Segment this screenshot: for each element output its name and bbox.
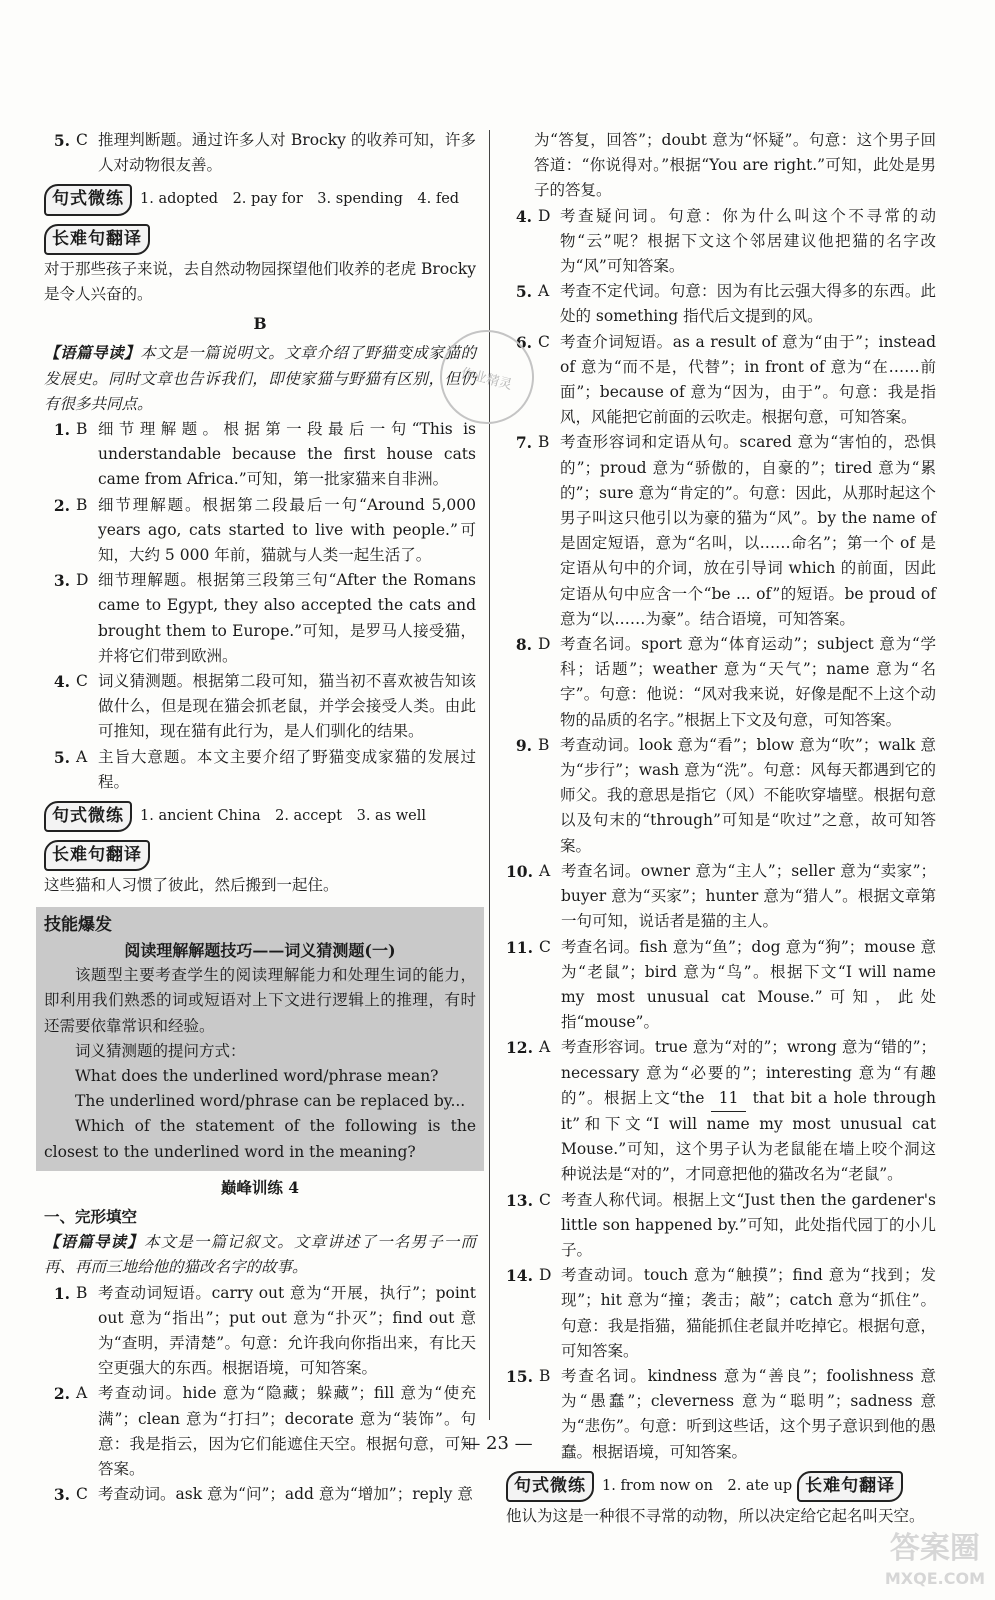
- item-number: 1.: [53, 1283, 70, 1303]
- item-answer: A: [538, 861, 551, 880]
- left-column: [44, 128, 476, 1507]
- item-answer: B: [76, 420, 88, 439]
- item-explanation: 考查名词。kindness 意为“善良”；foolishness 意为“愚蠢”；cleverness 意为“聪明”；sadness 意为“悲伤”。句意：听到这些话，这个男子意识到他的愚蠢。根据语境，可知答案。: [560, 1366, 936, 1461]
- item-explanation: 考查动词。ask 意为“问”；add 意为“增加”；reply 意: [98, 1485, 473, 1504]
- guide-label: 【语篇导读】: [44, 343, 141, 363]
- item-explanation: 考查不定代词。句意：因为有比云强大得多的东西。此处的 something 指代后文提到的风。: [560, 282, 936, 326]
- right-answer-list: [506, 204, 936, 1465]
- tag-content: 1. from now on 2. ate up: [602, 1477, 793, 1494]
- section-heading: 一、完形填空: [44, 1206, 138, 1226]
- answer-item: [44, 568, 476, 669]
- item-number: 11.: [506, 937, 533, 957]
- item-explanation: 考查名词。sport 意为“体育运动”；subject 意为“学科；话题”；weather 意为“天气”；name 意为“名字”。句意：他说：“风对我来说，好像是配不上这个动物的品质的名字。”根据上下文及句意，可知答案。: [560, 635, 936, 729]
- item-answer: C: [76, 672, 88, 691]
- answer-item: [506, 1263, 936, 1364]
- item-number: 5.: [515, 282, 532, 302]
- translation-tag: [44, 224, 150, 255]
- item-number: 2.: [53, 495, 70, 515]
- answer-item: [506, 935, 936, 1036]
- item-number: 5.: [53, 131, 70, 150]
- item-answer: A: [538, 282, 550, 301]
- item-number: 14.: [506, 1266, 533, 1286]
- watermark-line: 答案圈: [889, 1531, 980, 1566]
- answer-item: [44, 1281, 476, 1382]
- item-number: 3.: [53, 1485, 70, 1505]
- tag-label: 句式微练: [44, 801, 132, 832]
- item-answer: C: [538, 332, 550, 351]
- skill-paragraph: 该题型主要考查学生的阅读理解能力和处理生词的能力，即利用我们熟悉的词或短语对上下文进行逻辑上的推理，有时还需要依靠常识和经验。: [44, 966, 476, 1035]
- skill-box: [36, 907, 484, 1171]
- explanation-part: 考查形容词。true 意为“对的”；wrong 意为“错的”；necessary 意为“必要的”；interesting 意为“有趣的”。根据上文“the: [560, 1038, 936, 1107]
- answer-item: [506, 1035, 936, 1187]
- item-number: 1.: [53, 420, 70, 440]
- answer-item: [44, 128, 476, 178]
- item-number: 6.: [515, 332, 532, 352]
- item-explanation: [561, 1035, 936, 1187]
- item-explanation: 考查名词。fish 意为“鱼”；dog 意为“狗”；mouse 意为“老鼠”；bird 意为“鸟”。根据下文“I will name my most unusual cat Mouse.”可知，此处指“mouse”。: [560, 937, 936, 1032]
- stamp-watermark: 作业精灵: [430, 320, 544, 434]
- item-explanation: 细节理解题。根据第三段第三句“After the Romans came to Egypt, they also accepted the cats and brought them to Europe.”可知，是罗马人接受猫，并将它们带到欧洲。: [98, 571, 476, 665]
- answer-item: [44, 745, 476, 795]
- translation-tag: [44, 840, 150, 871]
- item-explanation: 考查形容词和定语从句。scared 意为“害怕的，恐惧的”；proud 意为“骄傲的，自豪的”；tired 意为“累的”；sure 意为“肯定的”。句意：因此，从那时起这个男子叫这只他引以为豪的猫为“风”。by the name of 是固定短语，意为“名叫，以……命名”；第一个 of 是定语从句中的介词，放在引导词 which 的前面，因此定语从句中应含一个“be ... of”的短语。be proud of 意为“以……为豪”。结合语境，可知答案。: [560, 433, 936, 628]
- tag-content: 1. adopted 2. pay for 3. spending 4. fed: [140, 191, 460, 208]
- item-answer: A: [76, 1384, 88, 1403]
- site-watermark: [884, 1531, 985, 1594]
- answer-item: [506, 430, 936, 632]
- answer-item: [506, 1188, 936, 1264]
- item-explanation: 考查动词短语。carry out 意为“开展，执行”；point out 意为“指出”；put out 意为“扑灭”；find out 意为“查明，弄清楚”。句意：允许我向你指出来，有比天空更强大的东西。根据语境，可知答案。: [98, 1283, 476, 1378]
- item-explanation: 考查动词。hide 意为“隐藏；躲藏”；fill 意为“使充满”；clean 意为“打扫”；decorate 意为“装饰”。句意：我是指云，因为它们能遮住天空。根据句意，可知答案。: [98, 1384, 476, 1478]
- explanation-part: that bit a hole through it”和下文“I will name my most unusual cat Mouse.”可知，这个男子认为老鼠能在墙上咬个洞这种说法是“对的”，才同意把他的猫改名为“老鼠”。: [560, 1088, 936, 1184]
- skill-paragraph: 词义猜测题的提问方式：: [75, 1041, 246, 1060]
- tag-label: 长难句翻译: [797, 1471, 903, 1502]
- item-answer: B: [538, 1366, 551, 1385]
- item-explanation: 细节理解题。根据第一段最后一句“This is understandable because the first house cats came from Africa.”可知，第一批家猫来自非洲。: [98, 420, 476, 489]
- item-number: 8.: [515, 635, 532, 655]
- item-explanation: 考查动词。look 意为“看”；blow 意为“吹”；walk 意为“步行”；wash 意为“洗”。句意：风每天都遇到它的师父。我的意思是指它（风）不能吹穿墙壁。根据句意以及句末的“through”可知是“吹过”之意，故可知答案。: [560, 735, 936, 855]
- sentence-practice: [506, 1471, 792, 1502]
- right-column: [506, 128, 936, 1529]
- item-answer: A: [538, 1038, 551, 1057]
- answer-item: [44, 1482, 476, 1507]
- sentence-practice: [44, 184, 459, 215]
- tag-label: 句式微练: [44, 184, 132, 215]
- training-title: 巅峰训练 4: [220, 1177, 300, 1197]
- item-explanation: 细节理解题。根据第二段最后一句“Around 5,000 years ago, cats started to live with people.”可知，大约 5 000 年前，猫就与人类一起生活了。: [98, 495, 476, 565]
- answer-item: [44, 417, 476, 493]
- item-explanation: 考查人称代词。根据上文“Just then the gardener's little son happened by.”可知，此处指代园丁的小儿子。: [560, 1190, 936, 1259]
- guide-paragraph: [44, 340, 476, 417]
- item-answer: C: [76, 131, 88, 149]
- item-answer: C: [538, 937, 551, 956]
- answer-item: [506, 204, 936, 280]
- skill-subtitle: 阅读理解解题技巧——词义猜测题(一): [124, 940, 396, 960]
- answer-item: [506, 859, 936, 935]
- skill-question: What does the underlined word/phrase mean?: [75, 1066, 439, 1085]
- watermark-line: MXQE.COM: [884, 1569, 985, 1588]
- item-answer: B: [76, 495, 88, 514]
- item-number: 7.: [515, 433, 532, 453]
- item-answer: D: [538, 1266, 552, 1285]
- item-explanation: 主旨大意题。本文主要介绍了野猫变成家猫的发展过程。: [98, 747, 476, 791]
- item-number: 3.: [53, 571, 70, 591]
- translation-text: 他认为这是一种很不寻常的动物，所以决定给它起名叫天空。: [506, 1506, 925, 1525]
- answer-item: [506, 330, 936, 431]
- translation-text: 这些猫和人习惯了彼此，然后搬到一起住。: [44, 876, 339, 895]
- skill-question: Which of the statement of the following is the closest to the underlined word in the meaning?: [44, 1117, 476, 1161]
- translation-tag: [797, 1471, 903, 1502]
- item-answer: D: [76, 571, 89, 590]
- item-answer: B: [538, 433, 550, 452]
- continued-explanation: 为“答复，回答”；doubt 意为“怀疑”。句意：这个男子回答道：“你说得对。”根据“You are right.”可知，此处是男子的答复。: [534, 131, 936, 200]
- tag-label: 句式微练: [506, 1471, 594, 1502]
- item-number: 10.: [506, 861, 533, 881]
- answer-item: [44, 669, 476, 745]
- skill-question: The underlined word/phrase can be replaced by...: [75, 1092, 466, 1111]
- translation-text: 对于那些孩子来说，去自然动物园探望他们收养的老虎 Brocky 是令人兴奋的。: [44, 259, 476, 304]
- blank-number: 11: [711, 1086, 747, 1112]
- item-explanation: 考查名词。owner 意为“主人”；seller 意为“卖家”；buyer 意为“买家”；hunter 意为“猎人”。根据文章第一句可知，说话者是猫的主人。: [560, 861, 936, 931]
- item-explanation: 考查介词短语。as a result of 意为“由于”；instead of 意为“而不是，代替”；in front of 意为“在……前面”；because of 意为“因为，由于”。句意：我是指风，风能把它前面的云吹走。根据句意，可知答案。: [560, 332, 936, 427]
- item-number: 12.: [506, 1038, 533, 1058]
- item-answer: B: [538, 735, 550, 754]
- item-answer: A: [76, 747, 88, 766]
- answer-item: [506, 632, 936, 733]
- item-answer: D: [538, 635, 551, 654]
- tag-label: 长难句翻译: [44, 224, 150, 255]
- page-number: — 23 —: [462, 1433, 533, 1454]
- column-divider: [489, 130, 490, 1420]
- item-answer: C: [76, 1485, 88, 1504]
- skill-title: 技能爆发: [44, 914, 112, 935]
- item-number: 2.: [53, 1384, 70, 1404]
- part-heading: B: [253, 314, 267, 334]
- item-number: 5.: [53, 747, 70, 767]
- tag-content: 1. ancient China 2. accept 3. as well: [140, 808, 427, 825]
- item-number: 4.: [53, 672, 70, 692]
- b-answer-list: [44, 417, 476, 795]
- item-explanation: 考查疑问词。句意：你为什么叫这个不寻常的动物“云”呢？根据下文这个邻居建议他把猫的名字改为“风”可知答案。: [560, 206, 936, 276]
- item-number: 15.: [506, 1366, 533, 1386]
- item-answer: B: [76, 1283, 88, 1302]
- c-answer-list: [44, 1281, 476, 1508]
- guide-text: 本文是一篇记叙文。文章讲述了一名男子一而再、再而三地给他的猫改名字的故事。: [44, 1233, 476, 1277]
- answer-item: [506, 279, 936, 329]
- guide-text: 本文是一篇说明文。文章介绍了野猫变成家猫的发展史。同时文章也告诉我们，即使家猫与野猫有区别，但仍有很多共同点。: [44, 344, 476, 413]
- answer-item: [44, 1381, 476, 1482]
- item-number: 4.: [515, 206, 532, 226]
- answer-item: [506, 733, 936, 859]
- item-answer: C: [538, 1190, 551, 1209]
- item-explanation: 考查动词。touch 意为“触摸”；find 意为“找到；发现”；hit 意为“撞；袭击；敲”；catch 意为“抓住”。句意：我是指猫，猫能抓住老鼠并吃掉它。根据句意，可知答案。: [560, 1266, 936, 1360]
- item-answer: D: [538, 206, 551, 225]
- guide-paragraph: [44, 1229, 476, 1280]
- item-explanation: 推理判断题。通过许多人对 Brocky 的收养可知，许多人对动物很友善。: [98, 131, 476, 175]
- answer-item: [44, 493, 476, 569]
- guide-label: 【语篇导读】: [44, 1232, 144, 1252]
- item-explanation: 词义猜测题。根据第二段可知，猫当初不喜欢被告知该做什么，但是现在猫会抓老鼠，并学会接受人类。由此可推知，现在猫有此行为，是人们驯化的结果。: [98, 672, 476, 741]
- item-number: 13.: [506, 1190, 533, 1210]
- tag-label: 长难句翻译: [44, 840, 150, 871]
- sentence-practice: [44, 801, 426, 832]
- item-number: 9.: [515, 735, 532, 755]
